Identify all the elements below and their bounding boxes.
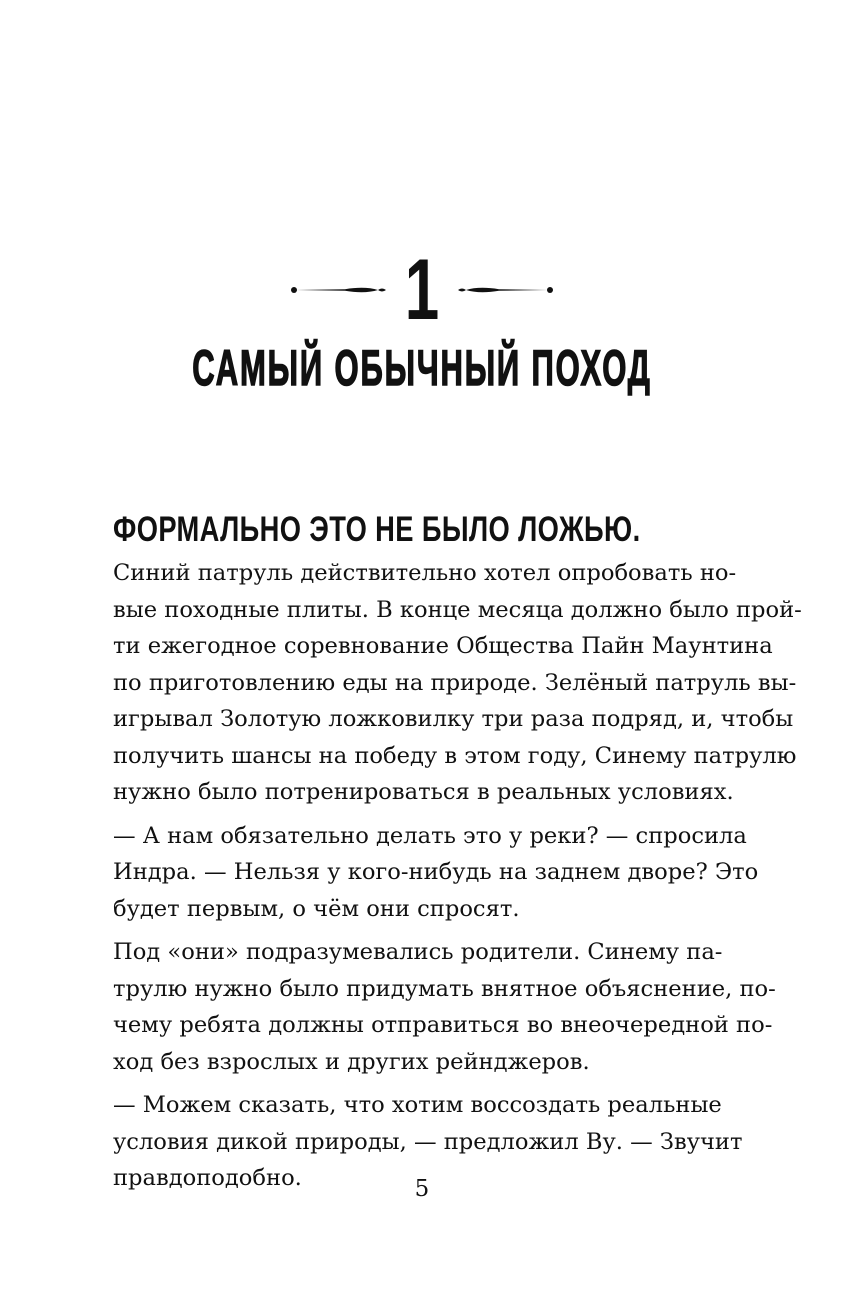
paragraph [113, 555, 802, 811]
body-text [113, 555, 802, 1204]
text-line: будет первым, о чём они спросят. [113, 895, 520, 922]
chapter-heading [0, 242, 844, 338]
text-line: условия дикой природы, — предложил Ву. — Звучит [113, 1128, 743, 1155]
text-line: правдоподобно. [113, 1165, 302, 1191]
text-line: игрывал Золотую ложковилку три раза подряд, и, чтобы [113, 706, 794, 732]
text-line: — Можем сказать, что хотим воссоздать реальные [113, 1092, 722, 1118]
right-ornament-icon [444, 283, 554, 297]
paragraph [113, 934, 776, 1080]
text-line: трулю нужно было придумать внятное объяснение, по- [113, 975, 776, 1002]
text-line: вые походные плиты. В конце месяца должно было прой- [113, 596, 802, 623]
page-number: 5 [414, 1176, 430, 1202]
chapter-title: САМЫЙ ОБЫЧНЫЙ ПОХОД [192, 340, 652, 396]
text-line: ход без взрослых и других рейнджеров. [113, 1048, 590, 1075]
text-line: получить шансы на победу в этом году, Синему патрулю [113, 742, 797, 769]
text-line: чему ребята должны отправиться во внеочередной по- [113, 1012, 773, 1038]
lead-line: ФОРМАЛЬНО ЭТО НЕ БЫЛО ЛОЖЬЮ. [113, 510, 641, 549]
chapter-number: 1 [404, 242, 440, 338]
text-line: по приготовлению еды на природе. Зелёный патруль вы- [113, 669, 797, 696]
left-ornament-icon [290, 283, 400, 297]
text-line: Синий патруль действительно хотел опробовать но- [113, 560, 737, 586]
text-line: нужно было потренироваться в реальных условиях. [113, 779, 734, 805]
paragraph [113, 818, 759, 928]
text-line: Под «они» подразумевались родители. Синему па- [113, 939, 723, 965]
text-line: — А нам обязательно делать это у реки? — спросила [113, 822, 747, 849]
text-line: ти ежегодное соревнование Общества Пайн Маунтина [113, 633, 773, 659]
text-line: Индра. — Нельзя у кого-нибудь на заднем дворе? Это [113, 859, 759, 885]
